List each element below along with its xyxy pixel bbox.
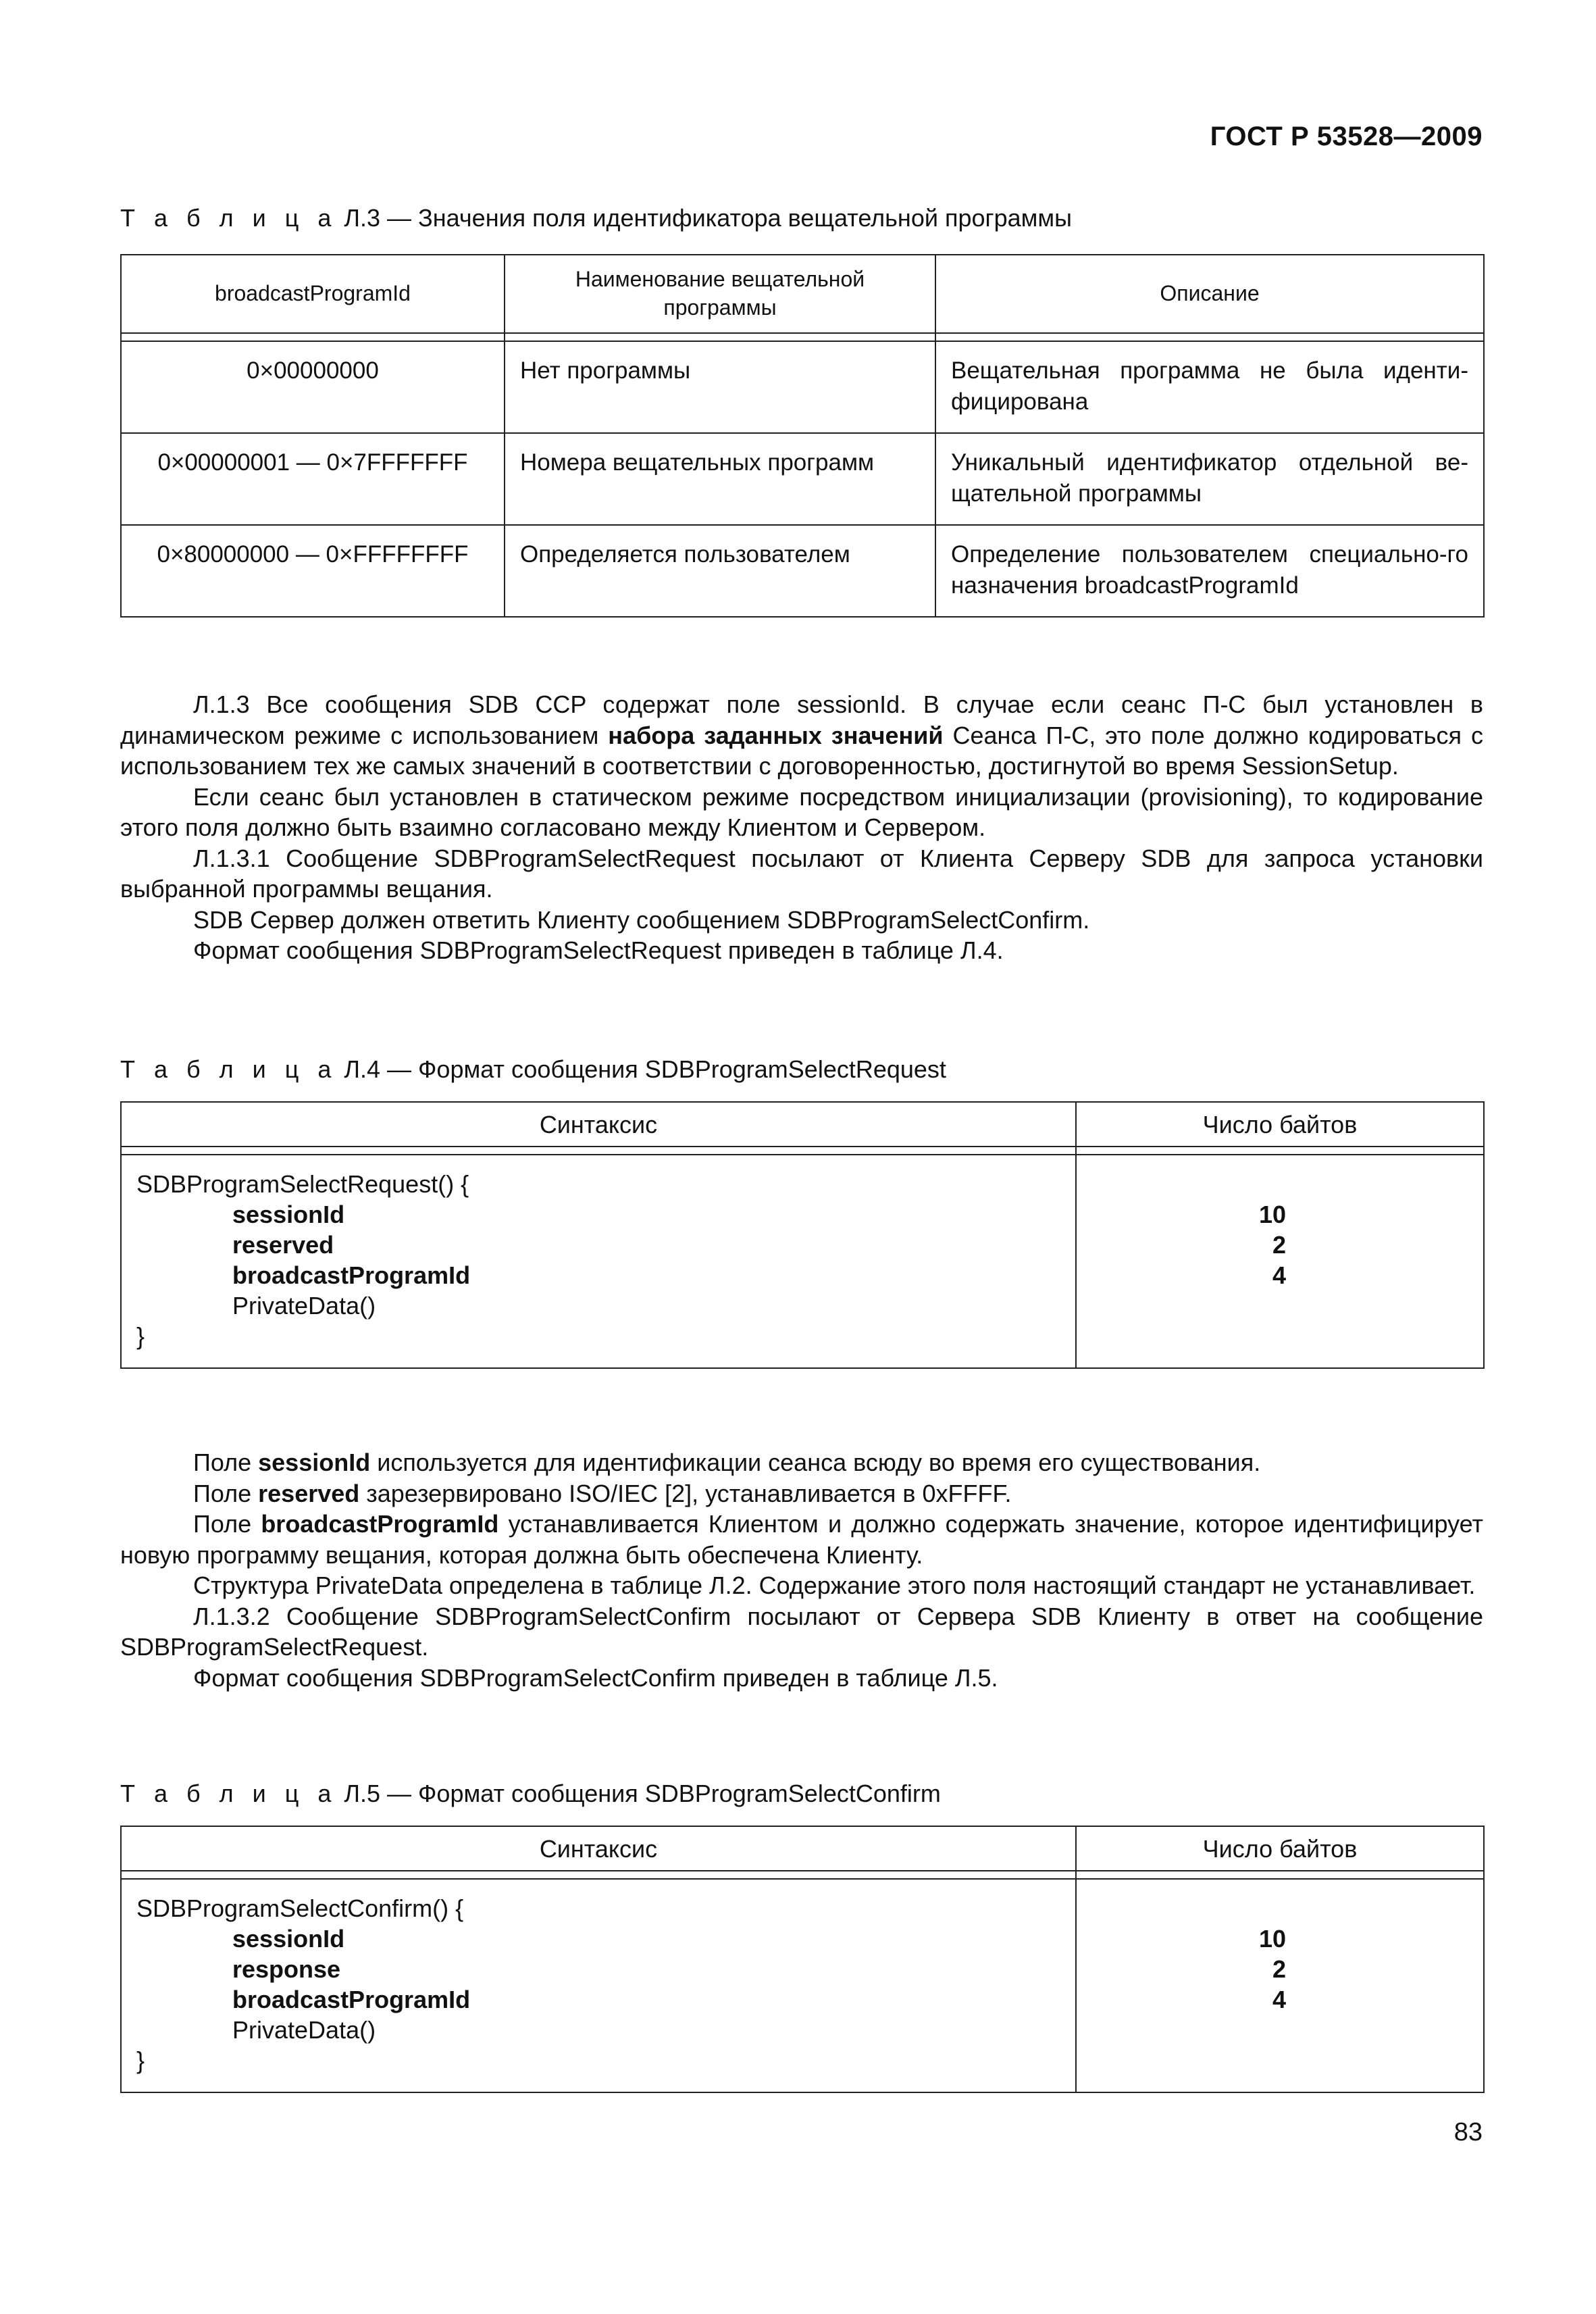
column-header-syntax: Синтаксис — [121, 1826, 1076, 1871]
field-bytes: 2 — [1272, 1955, 1286, 1983]
column-header-bytes: Число байтов — [1076, 1826, 1484, 1871]
cell-id: 0×00000000 — [121, 341, 505, 433]
bold-text: sessionId — [258, 1449, 371, 1476]
body-text-block-2 — [120, 1447, 1483, 1693]
table-l4 — [120, 1101, 1485, 1369]
private-data: PrivateData() — [232, 2016, 376, 2044]
paragraph: Л.1.3.2 Сообщение SDBProgramSelectConfirm посылают от Сервера SDB Клиенту в ответ на сообщение SDBProgramSelectRequest. — [120, 1602, 1483, 1661]
field-bytes: 4 — [1272, 1986, 1286, 2013]
field-bytes: 10 — [1258, 1201, 1286, 1228]
bytes-cell — [1076, 1879, 1484, 2092]
table-l4-caption — [120, 1055, 946, 1084]
table-l3 — [120, 254, 1485, 618]
paragraph — [120, 1509, 1483, 1570]
field-name: broadcastProgramId — [232, 1986, 471, 2013]
table-l3-caption — [120, 204, 1072, 232]
column-header-name: Наименование вещательной программы — [505, 255, 935, 333]
text: зарезервировано ISO/IEC [2], устанавливается в 0xFFFF. — [359, 1479, 1012, 1507]
paragraph: SDB Сервер должен ответить Клиенту сообщением SDBProgramSelectConfirm. — [193, 905, 1090, 934]
column-header-syntax: Синтаксис — [121, 1102, 1076, 1147]
cell-id: 0×00000001 — 0×7FFFFFFF — [121, 433, 505, 525]
paragraph — [120, 1447, 1483, 1478]
cell-name: Определяется пользователем — [505, 525, 935, 617]
syntax-cell — [121, 1879, 1076, 2092]
cell-id: 0×80000000 — 0×FFFFFFFF — [121, 525, 505, 617]
caption-text: Л.5 — Формат сообщения SDBProgramSelectConfirm — [337, 1780, 941, 1807]
text: Поле — [193, 1449, 259, 1476]
paragraph: Л.1.3.1 Сообщение SDBProgramSelectRequest посылают от Клиента Серверу SDB для запроса установки выбранной программы вещания. — [120, 844, 1483, 903]
bytes-cell — [1076, 1155, 1484, 1368]
paragraph: Если сеанс был установлен в статическом режиме посредством инициализации (provisioning), то кодирование этого поля должно быть взаимно согласовано между Клиентом и Сервером. — [120, 782, 1483, 841]
syntax-open: SDBProgramSelectConfirm() { — [136, 1894, 464, 1922]
table-row — [121, 525, 1484, 617]
paragraph — [120, 1478, 1483, 1509]
text: Л.1.3 Все сообщения SDB CCP содержат поле sessionId. В случае если сеанс П-С был установлен в динамическом режиме с использованием — [120, 690, 1483, 749]
column-header-bytes: Число байтов — [1076, 1102, 1484, 1147]
field-bytes: 10 — [1258, 1925, 1286, 1953]
syntax-open: SDBProgramSelectRequest() { — [136, 1170, 469, 1198]
field-name: response — [232, 1955, 341, 1983]
cell-description: Определение пользователем специально-го назначения broadcastProgramId — [935, 525, 1484, 617]
paragraph: Структура PrivateData определена в таблице Л.2. Содержание этого поля настоящий стандарт не устанавливает. — [193, 1571, 1476, 1599]
syntax-cell — [121, 1155, 1076, 1368]
bold-text: набора заданных значений — [608, 721, 944, 749]
syntax-close: } — [136, 1322, 145, 1350]
body-text-block-1 — [120, 689, 1483, 966]
syntax-close: } — [136, 2046, 145, 2074]
field-name: broadcastProgramId — [232, 1261, 471, 1289]
cell-description: Уникальный идентификатор отдельной ве-щательной программы — [935, 433, 1484, 525]
caption-text: Л.4 — Формат сообщения SDBProgramSelectRequest — [337, 1055, 946, 1083]
cell-description: Вещательная программа не была иденти-фицирована — [935, 341, 1484, 433]
paragraph: Формат сообщения SDBProgramSelectConfirm приведен в таблице Л.5. — [193, 1663, 998, 1692]
column-header-description: Описание — [935, 255, 1484, 333]
field-bytes: 2 — [1272, 1231, 1286, 1259]
text: используется для идентификации сеанса всюду во время его существования. — [370, 1449, 1261, 1476]
bold-text: broadcastProgramId — [261, 1510, 499, 1538]
table-l5 — [120, 1826, 1485, 2093]
caption-label: Т а б л и ц а — [120, 204, 338, 232]
bold-text: reserved — [258, 1479, 360, 1507]
page-number: 83 — [1453, 2118, 1483, 2146]
paragraph: Формат сообщения SDBProgramSelectRequest приведен в таблице Л.4. — [193, 936, 1004, 964]
table-row — [121, 341, 1484, 433]
text: Поле — [193, 1479, 259, 1507]
field-name: sessionId — [232, 1925, 345, 1953]
cell-name: Нет программы — [505, 341, 935, 433]
table-l5-caption — [120, 1780, 941, 1808]
caption-label: Т а б л и ц а — [120, 1055, 338, 1083]
table-row — [121, 433, 1484, 525]
text: Поле — [193, 1510, 261, 1538]
field-name: reserved — [232, 1231, 334, 1259]
document-id: ГОСТ Р 53528—2009 — [1210, 122, 1483, 151]
column-header-id: broadcastProgramId — [121, 255, 505, 333]
cell-name: Номера вещательных программ — [505, 433, 935, 525]
paragraph — [120, 689, 1483, 782]
field-name: sessionId — [232, 1201, 345, 1228]
caption-label: Т а б л и ц а — [120, 1780, 338, 1807]
field-bytes: 4 — [1272, 1261, 1286, 1289]
private-data: PrivateData() — [232, 1292, 376, 1319]
text: Сеанса П-С, это поле должно кодироваться с использованием тех же самых значений в соответствии с договоренностью, достигнутой во время SessionSetup. — [120, 721, 1483, 780]
caption-text: Л.3 — Значения поля идентификатора вещательной программы — [337, 204, 1073, 232]
text: устанавливается Клиентом и должно содержать значение, которое идентифицирует новую программу вещания, которая должна быть обеспечена Клиенту. — [120, 1510, 1483, 1569]
